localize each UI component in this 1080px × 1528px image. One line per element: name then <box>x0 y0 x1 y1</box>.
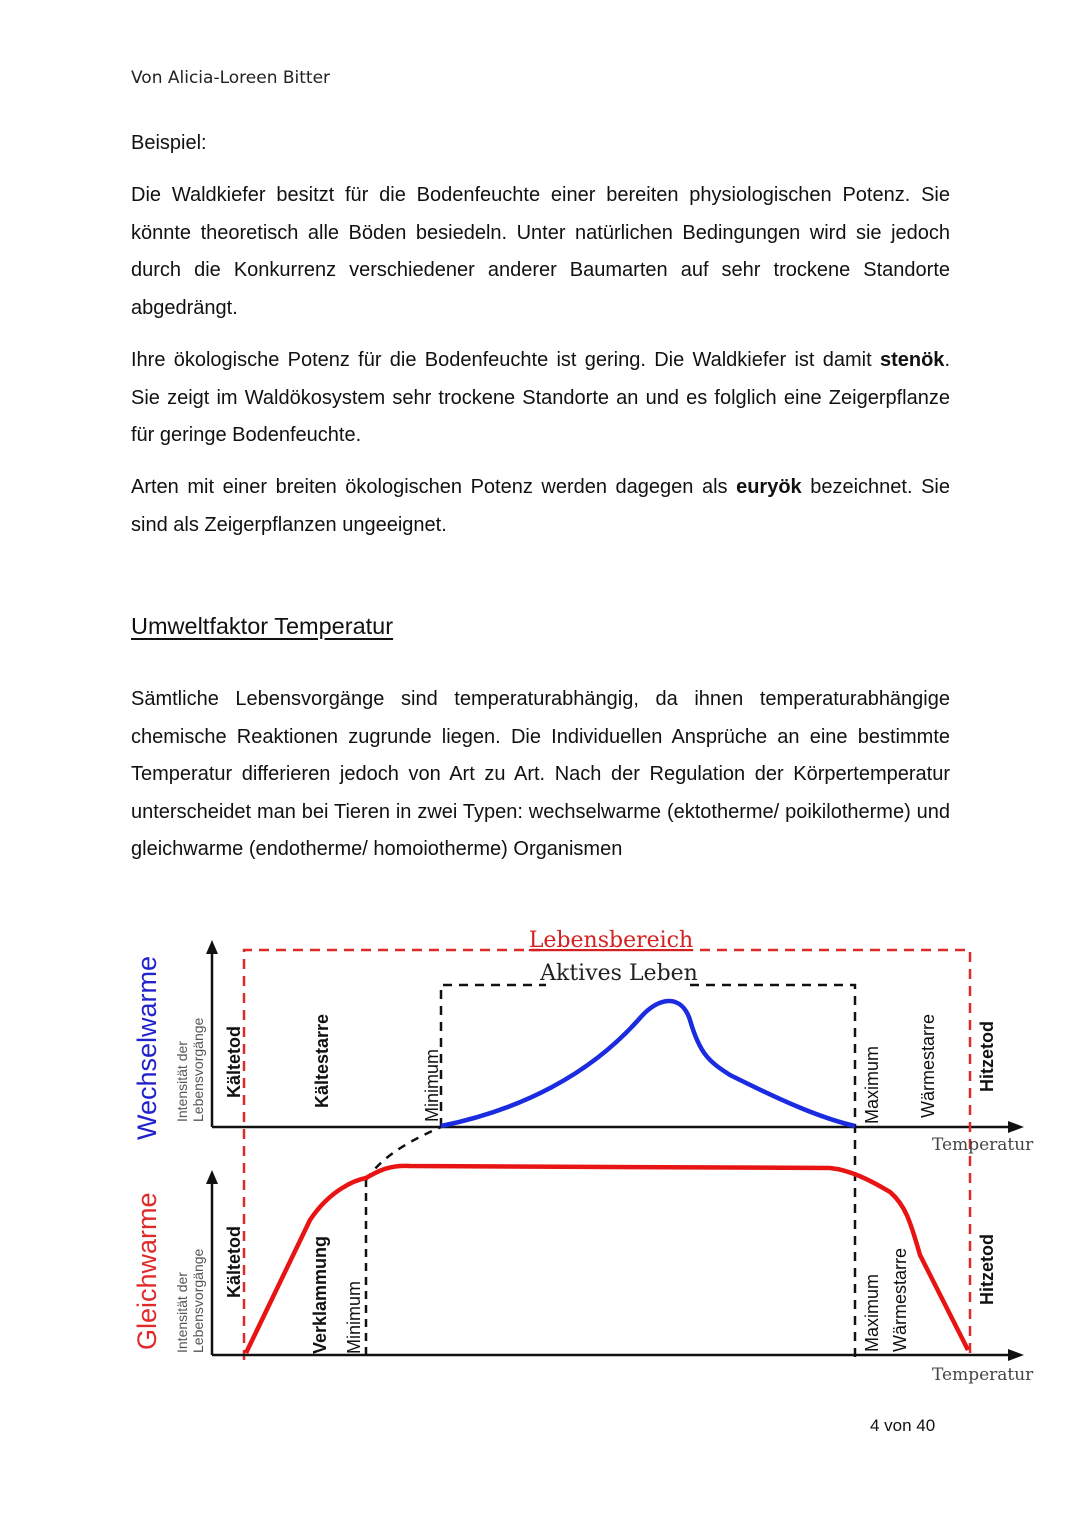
bottom-y-label-2: Lebensvorgänge <box>190 1248 206 1353</box>
active-life-box <box>441 985 855 1360</box>
label-wechselwarme: Wechselwarme <box>132 955 162 1140</box>
label-lebensbereich: Lebensbereich <box>528 928 694 953</box>
top-y-label-2: Lebensvorgänge <box>190 1017 206 1122</box>
wechselwarme-curve <box>441 1001 855 1126</box>
paragraph-temperatur: Sämtliche Lebensvorgänge sind temperaturabhängig, da ihnen temperaturabhängige chemische Reaktionen zugrunde liegen. Die Individuellen Ansprüche an eine bestimmte Temperatur differieren jedoch von Art zu Art. Nach der Regulation der Körpertemperatur unterscheidet man bei Tieren in zwei Typen: wechselwarme (ektotherme/ poikilotherme) und gleichwarme (endotherme/ homoiotherme) Organismen <box>131 688 950 861</box>
top-y-arrow <box>206 940 218 954</box>
label-aktives-leben: Aktives Leben <box>540 961 698 986</box>
top-zone-kaeltetod: Kältetod <box>224 1026 244 1098</box>
top-x-label: Temperatur <box>932 1135 1034 1155</box>
author-header: Von Alicia-Loreen Bitter <box>131 68 331 88</box>
term-stenoek: stenök <box>879 349 945 371</box>
paragraph-euryoek-text-a: Arten mit einer breiten ökologischen Potenz werden dagegen als <box>131 476 737 498</box>
top-zone-maximum: Maximum <box>862 1045 882 1124</box>
bottom-x-arrow <box>1008 1349 1024 1361</box>
bottom-y-arrow <box>206 1170 218 1184</box>
top-zone-minimum: Minimum <box>422 1048 442 1122</box>
bottom-y-label-1: Intensität der <box>174 1272 190 1353</box>
bottom-x-label: Temperatur <box>932 1365 1034 1385</box>
bottom-zone-verklammung: Verklammung <box>310 1235 330 1354</box>
label-gleichwarme: Gleichwarme <box>132 1192 162 1350</box>
bottom-zone-kaeltetod: Kältetod <box>224 1226 244 1298</box>
top-zone-hitzetod: Hitzetod <box>977 1021 997 1092</box>
bottom-zone-hitzetod: Hitzetod <box>977 1234 997 1305</box>
page-number: 4 von 40 <box>870 1416 936 1435</box>
top-x-arrow <box>1008 1121 1024 1133</box>
bottom-zone-waermestarre: Wärmestarre <box>890 1247 910 1352</box>
top-zone-waermestarre: Wärmestarre <box>918 1013 938 1118</box>
term-euryoek: euryök <box>736 476 802 498</box>
bottom-zone-minimum: Minimum <box>344 1280 364 1354</box>
top-y-label-1: Intensität der <box>174 1041 190 1122</box>
paragraph-stenoek-text-a: Ihre ökologische Potenz für die Bodenfeuchte ist gering. Die Waldkiefer ist damit <box>131 349 880 371</box>
top-zone-kaeltestarre: Kältestarre <box>312 1013 332 1108</box>
paragraph-euryoek-text-c: bezeichnet. Sie sind als Zeigerpflanzen ungeeignet. <box>131 476 950 536</box>
section-title: Umweltfaktor Temperatur <box>131 613 394 639</box>
paragraph-example-label: Beispiel: <box>131 132 207 154</box>
bottom-zone-maximum: Maximum <box>862 1273 882 1352</box>
paragraph-waldkiefer: Die Waldkiefer besitzt für die Bodenfeuchte einer bereiten physiologischen Potenz. Sie könnte theoretisch alle Böden besiedeln. Unter natürlichen Bedingungen wird sie jedoch durch die Konkurrenz verschiedener anderer Baumarten auf sehr trockene Standorte abgedrängt. <box>131 184 950 319</box>
paragraph-stenoek-text-c: . Sie zeigt im Waldökosystem sehr trockene Standorte an und es folglich eine Zeigerpflanze für geringe Bodenfeuchte. <box>131 349 950 447</box>
